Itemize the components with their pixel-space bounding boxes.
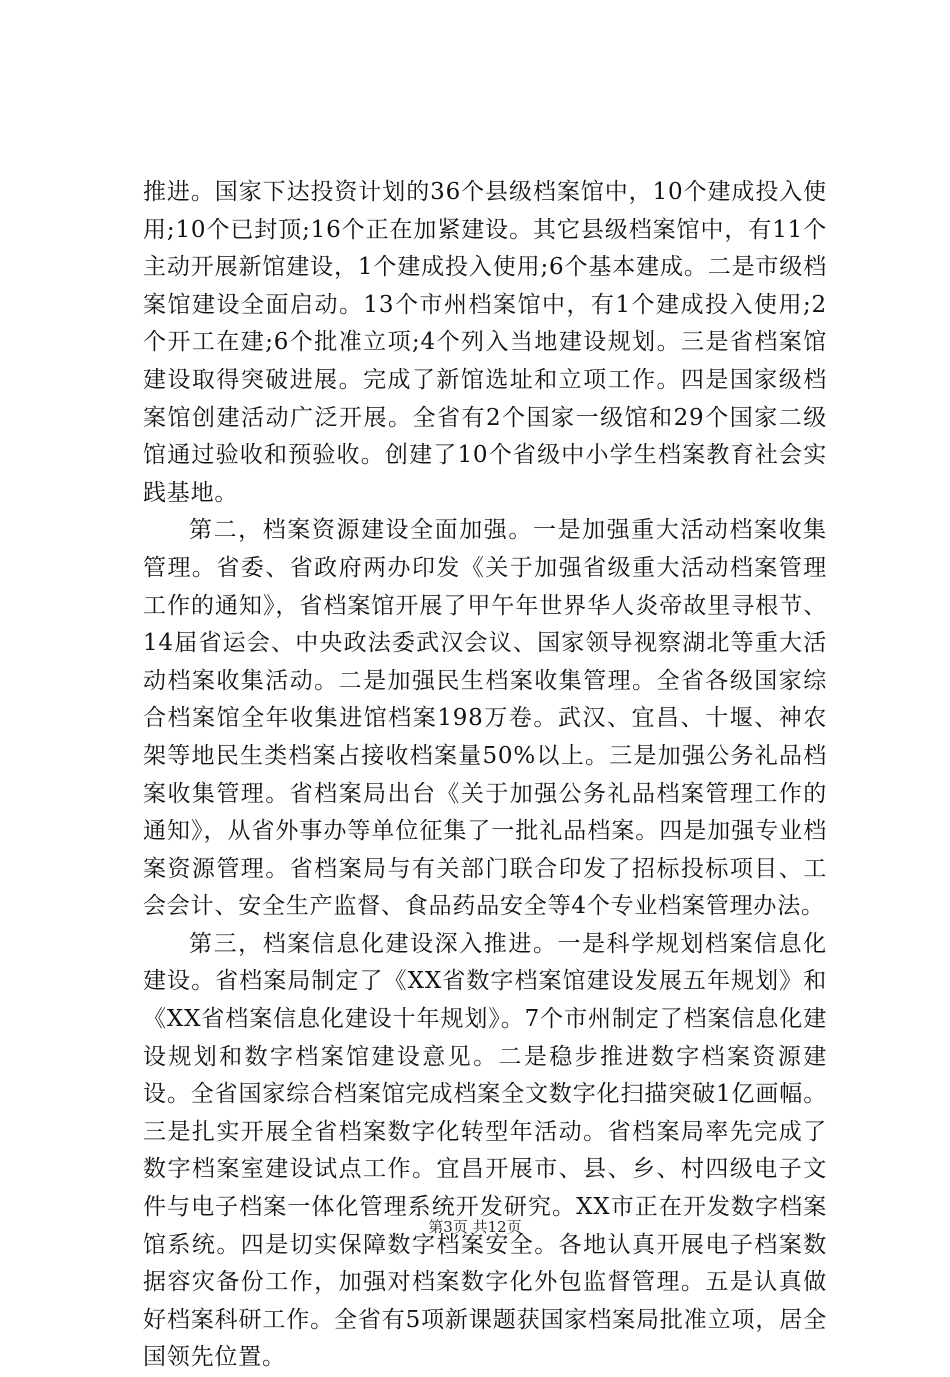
paragraph-1: 推进。国家下达投资计划的36个县级档案馆中，10个建成投入使用;10个已封顶;16个正在加紧建设。其它县级档案馆中，有11个主动开展新馆建设，1个建成投入使用;6个基本建成。二是市级档案馆建设全面启动。13个市州档案馆中，有1个建成投入使用;2个开工在建;6个批准立项;4个列入当地建设规划。三是省档案馆建设取得突破进展。完成了新馆选址和立项工作。四是国家级档案馆创建活动广泛开展。全省有2个国家一级馆和29个国家二级馆通过验收和预验收。创建了10个省级中小学生档案教育社会实践基地。 [143,179,827,506]
paragraph-3: 第三，档案信息化建设深入推进。一是科学规划档案信息化建设。省档案局制定了《XX省数字档案馆建设发展五年规划》和《XX省档案信息化建设十年规划》。7个市州制定了档案信息化建设规划和数字档案馆建设意见。二是稳步推进数字档案资源建设。全省国家综合档案馆完成档案全文数字化扫描突破1亿画幅。三是扎实开展全省档案数字化转型年活动。省档案局率先完成了数字档案室建设试点工作。宜昌开展市、县、乡、村四级电子文件与电子档案一体化管理系统开发研究。XX市正在开发数字档案馆系统。四是切实保障数字档案安全。各地认真开展电子档案数据容灾备份工作，加强对档案数字化外包监督管理。五是认真做好档案科研工作。全省有5项新课题获国家档案局批准立项，居全国领先位置。 [143,930,827,1371]
page-footer: 第3页 共12页 [428,1218,522,1236]
paragraph-2: 第二，档案资源建设全面加强。一是加强重大活动档案收集管理。省委、省政府两办印发《关于加强省级重大活动档案管理工作的通知》，省档案馆开展了甲午年世界华人炎帝故里寻根节、14届省运会、中央政法委武汉会议、国家领导视察湖北等重大活动档案收集活动。二是加强民生档案收集管理。全省各级国家综合档案馆全年收集进馆档案198万卷。武汉、宜昌、十堰、神农架等地民生类档案占接收档案量50%以上。三是加强公务礼品档案收集管理。省档案局出台《关于加强公务礼品档案管理工作的通知》，从省外事办等单位征集了一批礼品档案。四是加强专业档案资源管理。省档案局与有关部门联合印发了招标投标项目、工会会计、安全生产监督、食品药品安全等4个专业档案管理办法。 [143,517,827,920]
document-body [143,174,827,1377]
